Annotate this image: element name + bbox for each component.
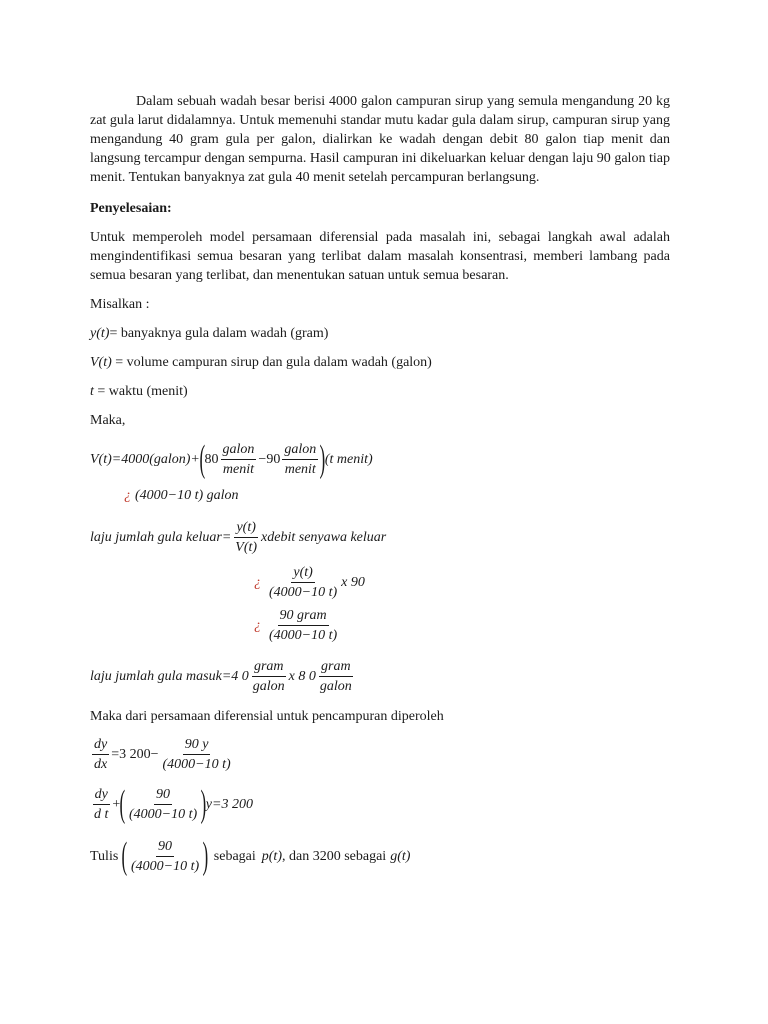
keluar-step-1-tail: x 90	[341, 575, 365, 590]
keluar-lhs: laju jumlah gula keluar=	[90, 530, 232, 545]
tulis-line: Tulis ( $\frac{90}{(4000-10 t)}$ ) sebagai p(t) , dan 3200 sebagai g(t)	[90, 835, 411, 877]
volume-tail: (t menit)	[324, 451, 373, 467]
definition-y	[90, 324, 670, 343]
masuk-lhs: laju jumlah gula masuk=4 0	[90, 669, 249, 684]
fraction-gram-galon-2: $\frac{\text{gram}}{\text{galon}}$	[319, 659, 352, 694]
laju-keluar-equation	[90, 519, 670, 556]
error-marker: ¿	[124, 488, 131, 503]
volume-result-text: (4000−10 t) galon	[135, 488, 239, 503]
p-of-t: p(t)	[261, 848, 282, 864]
fraction-90-over-volume-tulis: $\frac{90}{(4000-10 t)}$	[130, 838, 200, 874]
definition-v	[90, 353, 670, 372]
de1-mid: =3 200−	[111, 747, 159, 762]
fraction-galon-menit-2: $\frac{\text{galon}}{\text{menit}}$	[284, 441, 317, 477]
y-symbol: y(t)	[90, 326, 110, 341]
maka-label: Maka,	[90, 413, 126, 428]
maka-diperoleh: Maka dari persamaan diferensial untuk pencampuran diperoleh	[90, 709, 444, 724]
keluar-step-2: ¿ $\frac{\text{90 gram}}{(4000-10 t)}$	[254, 608, 338, 643]
volume-coef-80: 80	[204, 451, 219, 467]
fraction-y-over-volume: $\frac{y(t)}{(4000-10 t)}$	[269, 565, 338, 600]
differential-equation-1	[90, 736, 670, 773]
y-definition-text: = banyaknya gula dalam wadah (gram)	[109, 326, 329, 341]
intro-paragraph: Untuk memperoleh model persamaan diferensial pada masalah ini, sebagai langkah awal adalah mengindentifikasi semua besaran yang terlibat dalam masalah konsentrasi, memberi lambang pada semua besaran yang terlibat, dan menentukan satuan untuk semua besaran.	[90, 230, 670, 283]
document-page	[90, 92, 670, 875]
t-symbol: t	[90, 384, 94, 399]
keluar-rhs: xdebit senyawa keluar	[261, 530, 387, 545]
tulis-word: Tulis	[90, 848, 119, 864]
volume-equation: V(t)=4000(galon)+ ( 80 $\frac{\text{galon}}{\text{menit}}$ −90 $\frac{\text{galon}}{\text{menit}}$ ) (t menit)	[90, 438, 373, 480]
masuk-mid: x 8 0	[288, 669, 316, 684]
de2-tail: y=3 200	[205, 796, 253, 812]
t-definition-text: = waktu (menit)	[97, 384, 188, 399]
fraction-dy-dt: $\frac{dy}{\text{d t}}$	[94, 786, 109, 822]
v-symbol: V(t)	[90, 355, 112, 370]
definition-t	[90, 382, 670, 401]
problem-paragraph: Dalam sebuah wadah besar berisi 4000 galon campuran sirup yang semula mengandung 20 kg zat gula larut didalamnya. Untuk memenuhi standar mutu kadar gula dalam sirup, campuran sirup yang mengandung 40 gram gula per galon, dialirkan ke wadah dengan debit 80 galon tiap menit dan langsung tercampur dengan sempurna. Hasil campuran ini dikeluarkan keluar dengan laju 90 galon tiap menit. Tentukan banyaknya zat gula 40 menit setelah percampuran berlangsung.	[90, 94, 670, 185]
g-of-t: g(t)	[390, 848, 411, 864]
solution-heading: Penyelesaian:	[90, 201, 172, 216]
volume-minus-90: −90	[258, 451, 281, 467]
fraction-90gram-over-volume: $\frac{\text{90 gram}}{(4000-10 t)}$	[269, 608, 338, 643]
fraction-gram-galon-1: $\frac{\text{gram}}{\text{galon}}$	[252, 659, 285, 694]
fraction-dy-dx: $\frac{dy}{dx}$	[94, 737, 108, 772]
v-definition-text: = volume campuran sirup dan gula dalam wadah (galon)	[115, 355, 432, 370]
tulis-mid: , dan 3200 sebagai	[281, 848, 387, 864]
misalkan-label: Misalkan :	[90, 297, 150, 312]
de2-plus: +	[112, 796, 121, 812]
differential-equation-2: $\frac{dy}{\text{d t}}$ + ( $\frac{90}{(4000-10 t)}$ ) y=3 200	[94, 783, 253, 825]
keluar-step-1: ¿ $\frac{y(t)}{(4000-10 t)}$ x 90	[254, 565, 365, 600]
fraction-90y-over-volume: $\frac{90 y}{(4000-10 t)}$	[162, 737, 231, 772]
fraction-galon-menit-1: $\frac{\text{galon}}{\text{menit}}$	[222, 441, 255, 477]
laju-masuk-equation	[90, 658, 670, 695]
fraction-90-over-volume: $\frac{90}{(4000-10 t)}$	[128, 786, 198, 822]
tulis-sebagai: sebagai	[213, 848, 256, 864]
volume-lhs: V(t)=4000(galon)+	[90, 451, 200, 467]
volume-result	[124, 486, 670, 505]
fraction-y-over-v: $\frac{y(t)}{V(t)}$	[235, 520, 258, 555]
